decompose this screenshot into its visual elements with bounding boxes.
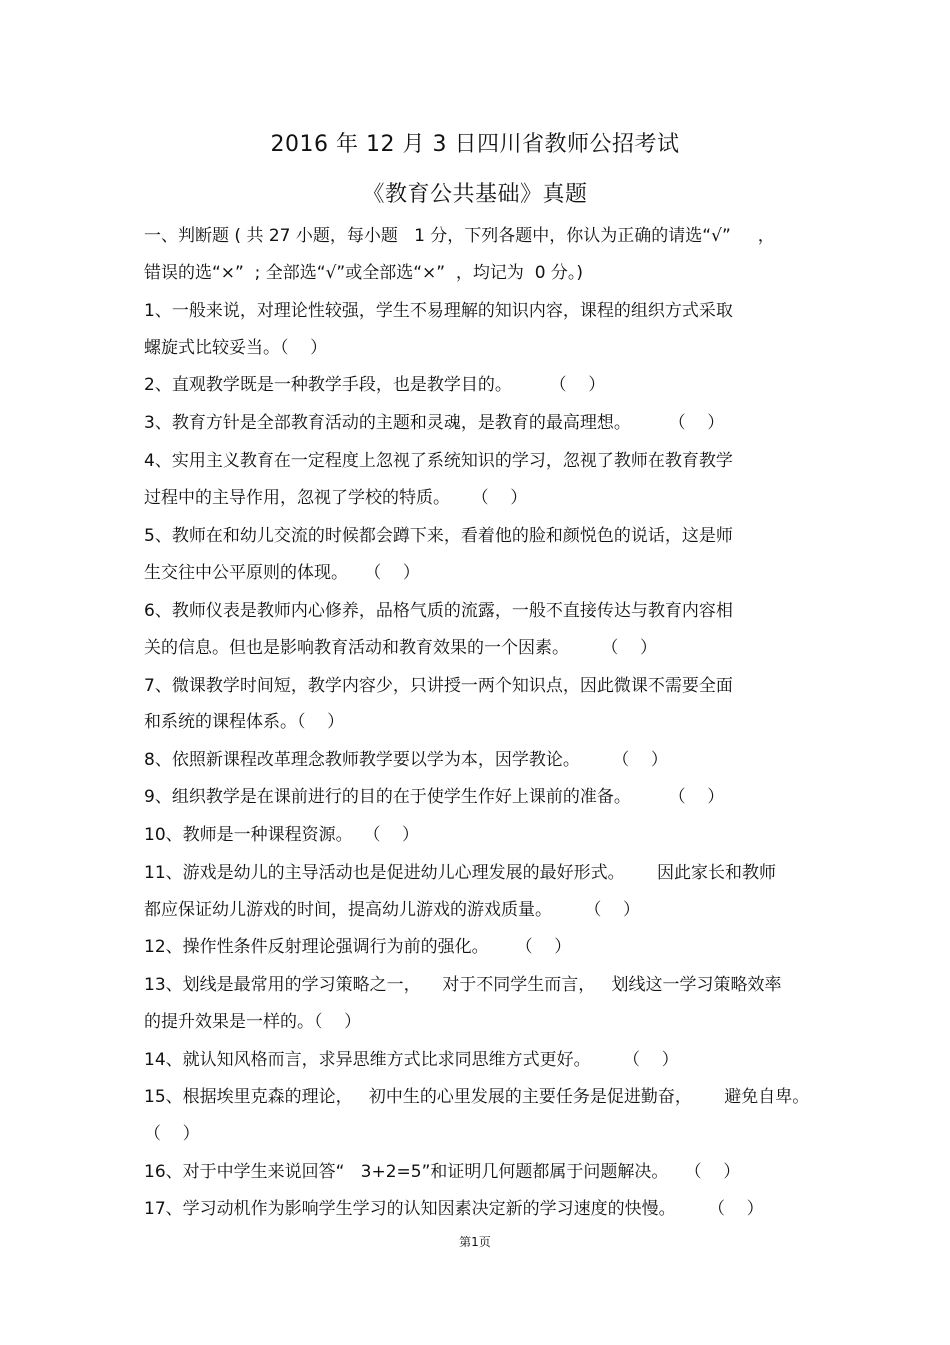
document-subtitle: 《教育公共基础》真题 — [362, 182, 588, 207]
question-line: 15、根据埃里克森的理论， 初中生的心里发展的主要任务是促进勤奋， 避免自卑。 — [144, 1087, 810, 1107]
question-line: 都应保证幼儿游戏的时间，提高幼儿游戏的游戏质量。 （ ） — [144, 900, 641, 920]
section-heading-line-2: 错误的选“×” ; 全部选“√”或全部选“×” ，均记为 0 分。) — [144, 263, 584, 283]
question-line: 11、游戏是幼儿的主导活动也是促进幼儿心理发展的最好形式。 因此家长和教师 — [144, 863, 777, 883]
question-line: 6、教师仪表是教师内心修养，品格气质的流露，一般不直接传达与教育内容相 — [144, 601, 733, 621]
question-line: 17、学习动机作为影响学生学习的认知因素决定新的学习速度的快慢。 （ ） — [144, 1199, 764, 1219]
question-line: 生交往中公平原则的体现。 （ ） — [144, 563, 420, 583]
question-line: 3、教育方针是全部教育活动的主题和灵魂，是教育的最高理想。 （ ） — [144, 413, 725, 433]
section-heading-line-1: 一、判断题 ( 共 27 小题，每小题 1 分，下列各题中，你认为正确的请选“√” ， — [144, 226, 775, 246]
question-line: 和系统的课程体系。（ ） — [144, 712, 345, 732]
question-line: 12、操作性条件反射理论强调行为前的强化。 （ ） — [144, 937, 572, 957]
page-number: 第1页 — [459, 1235, 491, 1249]
question-line: 过程中的主导作用，忽视了学校的特质。 （ ） — [144, 488, 528, 508]
document-title: 2016 年 12 月 3 日四川省教师公招考试 — [270, 132, 680, 157]
question-line: 4、实用主义教育在一定程度上忽视了系统知识的学习，忽视了教师在教育教学 — [144, 451, 733, 471]
question-line: 7、微课教学时间短，教学内容少，只讲授一两个知识点，因此微课不需要全面 — [144, 676, 733, 696]
question-line: 14、就认知风格而言，求异思维方式比求同思维方式更好。 （ ） — [144, 1050, 679, 1070]
question-line: （ ） — [144, 1124, 200, 1144]
question-line: 螺旋式比较妥当。（ ） — [144, 338, 328, 358]
question-line: 1、一般来说，对理论性较强，学生不易理解的知识内容，课程的组织方式采取 — [144, 301, 733, 321]
question-line: 8、依照新课程改革理念教师教学要以学为本，因学教论。 （ ） — [144, 750, 668, 770]
question-line: 2、直观教学既是一种教学手段，也是教学目的。 （ ） — [144, 375, 606, 395]
question-line: 9、组织教学是在课前进行的目的在于使学生作好上课前的准备。 （ ） — [144, 787, 725, 807]
question-line: 关的信息。但也是影响教育活动和教育效果的一个因素。 （ ） — [144, 638, 658, 658]
question-line: 的提升效果是一样的。（ ） — [144, 1012, 362, 1032]
question-line: 10、教师是一种课程资源。 （ ） — [144, 825, 420, 845]
question-line: 5、教师在和幼儿交流的时候都会蹲下来，看着他的脸和颜悦色的说话，这是师 — [144, 526, 733, 546]
question-line: 16、对于中学生来说回答“ 3+2=5”和证明几何题都属于问题解决。 （ ） — [144, 1162, 741, 1182]
question-line: 13、划线是最常用的学习策略之一， 对于不同学生而言， 划线这一学习策略效率 — [144, 975, 782, 995]
